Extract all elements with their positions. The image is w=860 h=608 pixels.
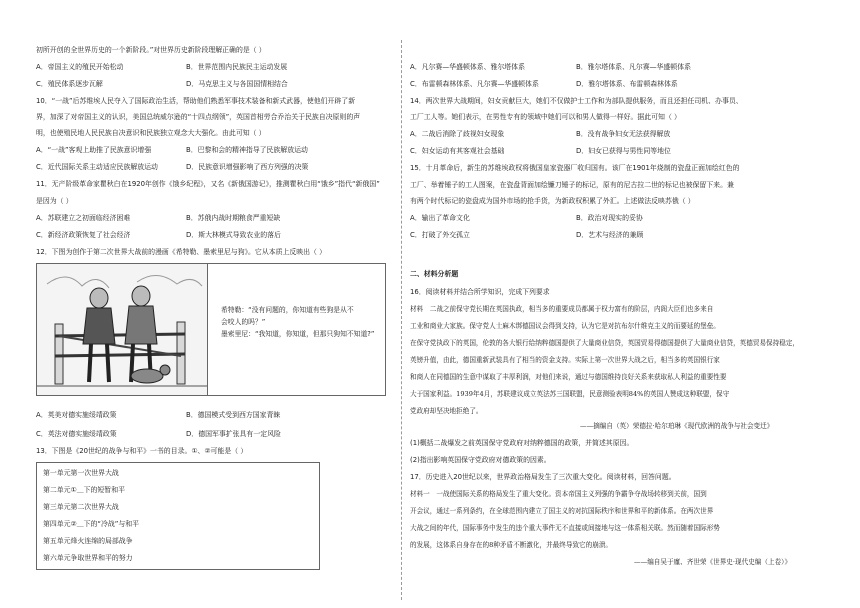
q10-option-d: D．民族意识增强影响了西方列强的决策 — [186, 163, 309, 171]
q15-line-3: 有两个时代标记的瓷盘成为国外市场的抢手货，为新政权积累了外汇。上述做法反映苏俄（ ） — [410, 197, 695, 205]
q12-line: 12．下图为创作于第二次世界大战前的漫画《希特勒、墨索里尼与狗》。它从本质上反映出（ ） — [36, 248, 327, 256]
q15-option-a: A．输出了革命文化 — [410, 214, 470, 222]
q10-line-1: 10．“一战”后苏维埃人民夺入了国际政治生活，帮助他们熟悉军事技术装备和新式武器，使他们开辟了新 — [36, 97, 356, 105]
q11-option-c: C．新经济政策恢复了社会经济 — [36, 231, 131, 239]
cartoon-illustration — [37, 264, 208, 395]
unit-5: 第五单元烽火连绵的局部战争 — [43, 537, 133, 545]
unit-4: 第四单元②＿下的“冷战”与和平 — [43, 520, 140, 528]
q11-line-1: 11．无产阶级革命家瞿秋白在1920年创作《饿乡纪程》，又名《新俄国游记》，推测瞿秋白用“饿乡”指代“新俄国” — [36, 180, 380, 188]
q13-option-a: A．凡尔赛—华盛顿体系、雅尔塔体系 — [410, 63, 525, 71]
q16-material-6: 大于国家利益。1939年4月，苏联建议成立英法苏三国联盟，民意测验表明84%的英国人赞成这种联盟，保守 — [410, 390, 730, 398]
q17-material-1: 材料一 一战使国际关系的格局发生了重大变化。资本帝国主义列强的争霸争夺战场转移到关前，国到 — [410, 490, 707, 498]
q14-option-c: C．妇女运动有其客观社会基础 — [410, 147, 505, 155]
q12-option-b: B．德国模式受到西方国家青睐 — [186, 411, 281, 419]
q11-option-a: A．苏联建立之初面临经济困难 — [36, 214, 131, 222]
book-contents-box — [36, 462, 320, 570]
q11-option-d: D．斯大林模式导致农业的落后 — [186, 231, 281, 239]
q10-line-3: 明，也使殖民地人民民族自决意识和民族独立观念大大强化。由此可知（ ） — [36, 129, 266, 137]
q14-option-d: D．妇女已获得与男性同等地位 — [576, 147, 671, 155]
q17-material-2: 开会议，通过一系列条约，在全球范围内建立了国主义的对抗国际秩序和世界和平的新体系。在两次世界 — [410, 507, 714, 515]
cartoon-caption — [221, 304, 381, 340]
q10-option-c: C．近代国际关系主动适应民族解放运动 — [36, 163, 158, 171]
q11-option-b: B．苏俄内战时期粮食严重短缺 — [186, 214, 281, 222]
column-divider — [401, 40, 402, 600]
q16-task-1: (1)概括二战爆发之前英国保守党政府对纳粹德国的政策，并简述其原因。 — [410, 439, 634, 447]
q10-option-b: B．巴黎和会的精神指导了民族解放运动 — [186, 146, 308, 154]
q16-material-3: 在保守党执政下的英国，伦敦的各大银行给纳粹德国提供了大量商业信贷，英国贸易得德国提供了大量商业信贷，英德贸易保持稳定， — [410, 339, 800, 347]
cartoon-frame — [36, 263, 386, 396]
q12-option-d: D．德国军事扩张具有一定风险 — [186, 430, 281, 438]
q16-task-2: (2)指出影响英国保守党政府对德政策的因素。 — [410, 456, 551, 464]
cartoon-quote-2: 会咬人的吗？” — [221, 318, 266, 326]
q16-material-4: 英镑升值，由此，德国重新武装具有了相当的资金支持。实际上第一次世界大战之后，相当多的英国银行家 — [410, 356, 720, 364]
q16-material-7: 党政府却坚决地拒绝了。 — [410, 407, 483, 415]
q16-material-5: 和商人在同德国的生意中谋取了丰厚利润，对他们来说，通过与德国维持良好关系来获取私人利益的重要性要 — [410, 373, 727, 381]
q16-line: 16．阅读材料并结合所学知识，完成下列要求 — [410, 288, 550, 296]
q13-option-c: C．布雷顿森林体系、凡尔赛—华盛顿体系 — [410, 80, 539, 88]
q10-line-2: 界，加深了对帝国主义的认识，美国总统威尔逊的“十四点纲领”，英国首相劳合乔治关于民族自决原则的声 — [36, 113, 361, 121]
q16-material-1: 材料 二战之前保守党长期在英国执政，相当多的重要成员都属于权力富有的阶层，内阁大臣们也多来自 — [410, 305, 714, 313]
prev-option-d: D．马克思主义与各国国情相结合 — [186, 80, 288, 88]
q14-option-b: B．没有战争妇女无法获得解放 — [576, 130, 671, 138]
q12-option-a: A．英美对德实施绥靖政策 — [36, 411, 117, 419]
q10-option-a: A．“一战”客观上助推了民族意识增强 — [36, 146, 152, 154]
q15-line-1: 15．十月革命后，新生的苏维埃政权将俄国皇家瓷器厂收归国有。该厂在1901年烧制的瓷盘正面加绘红色的 — [410, 164, 740, 172]
cartoon-drawing-icon — [37, 264, 207, 395]
intro-line: 初所开创的全世界历史的一个新阶段。”对世界历史新阶段理解正确的是（ ） — [36, 46, 266, 54]
section-2-title: 二、材料分析题 — [410, 270, 459, 278]
cartoon-quote-1: 希特勒：“没有问题的，你知道有些狗是从不 — [221, 306, 354, 314]
prev-option-c: C．殖民体系逐步瓦解 — [36, 80, 103, 88]
q11-line-2: 是因为（ ） — [36, 197, 73, 205]
cartoon-quote-3: 墨索里尼：“我知道，你知道，但那只狗知不知道?” — [221, 330, 375, 338]
unit-6: 第六单元争取世界和平的努力 — [43, 554, 133, 562]
unit-2: 第二单元①＿下的短暂和平 — [43, 486, 125, 494]
prev-option-b: B．世界范围内民族民主运动发展 — [186, 63, 288, 71]
q14-option-a: A．二战后消除了歧视妇女现象 — [410, 130, 505, 138]
q16-material-2: 工业和商业大家族。保守党人士麻木绑德国议会得到支持，认为它是对抗布尔什维克主义的而要延的堡垒。 — [410, 322, 720, 330]
unit-3: 第三单元第二次世界大战 — [43, 503, 119, 511]
q14-line-2: 工厂工人等。她们表示，在男性专有的领域中她们可以和男人做得一样好。据此可知（ ） — [410, 113, 681, 121]
q13-line: 13．下图是《20世纪的战争与和平》一书的目录。①、②可能是（ ） — [36, 447, 248, 455]
q16-source: ——摘编自（英）荣德拉·哈尔珀琳《现代欧洲的战争与社会变迁》 — [580, 422, 774, 430]
q14-line-1: 14．两次世界大战期间，妇女贡献巨大，她们不仅做护士工作和为部队提供服务，而且还担任司机、办事员、 — [410, 97, 743, 105]
prev-option-a: A．帝国主义的殖民开始松动 — [36, 63, 124, 71]
q17-material-3: 大战之间的年代，国际事务中发生的违个重大事件无不直接或间接地与这一体系相关联。然而随着国际形势 — [410, 524, 720, 532]
q15-line-2: 工厂、举着锤子的工人图案，在瓷盘背面加绘镰刀锤子的标记，原有的尼古拉二世的标记也被保留下来。兼 — [410, 181, 734, 189]
q13-option-b: B．雅尔塔体系、凡尔赛—华盛顿体系 — [576, 63, 691, 71]
q15-option-c: C．打破了外交孤立 — [410, 231, 470, 239]
unit-1: 第一单元第一次世界大战 — [43, 469, 119, 477]
q17-material-4: 的发展，这体系自身存在的8种矛盾不断激化，并最终导致它的崩溃。 — [410, 541, 613, 549]
q15-option-b: B．政治对现实的妥协 — [576, 214, 643, 222]
q17-line: 17．历史进入20世纪以来，世界政治格局发生了三次重大变化。阅读材料，回答问题。 — [410, 473, 676, 481]
q13-option-d: D．雅尔塔体系、布雷顿森林体系 — [576, 80, 678, 88]
q17-source: ——编自吴于廑、齐世荣《世界史·现代史编（上卷）》 — [634, 558, 792, 566]
q15-option-d: D．艺术与经济的兼顾 — [576, 231, 644, 239]
q12-option-c: C．英法对德实施绥靖政策 — [36, 430, 117, 438]
